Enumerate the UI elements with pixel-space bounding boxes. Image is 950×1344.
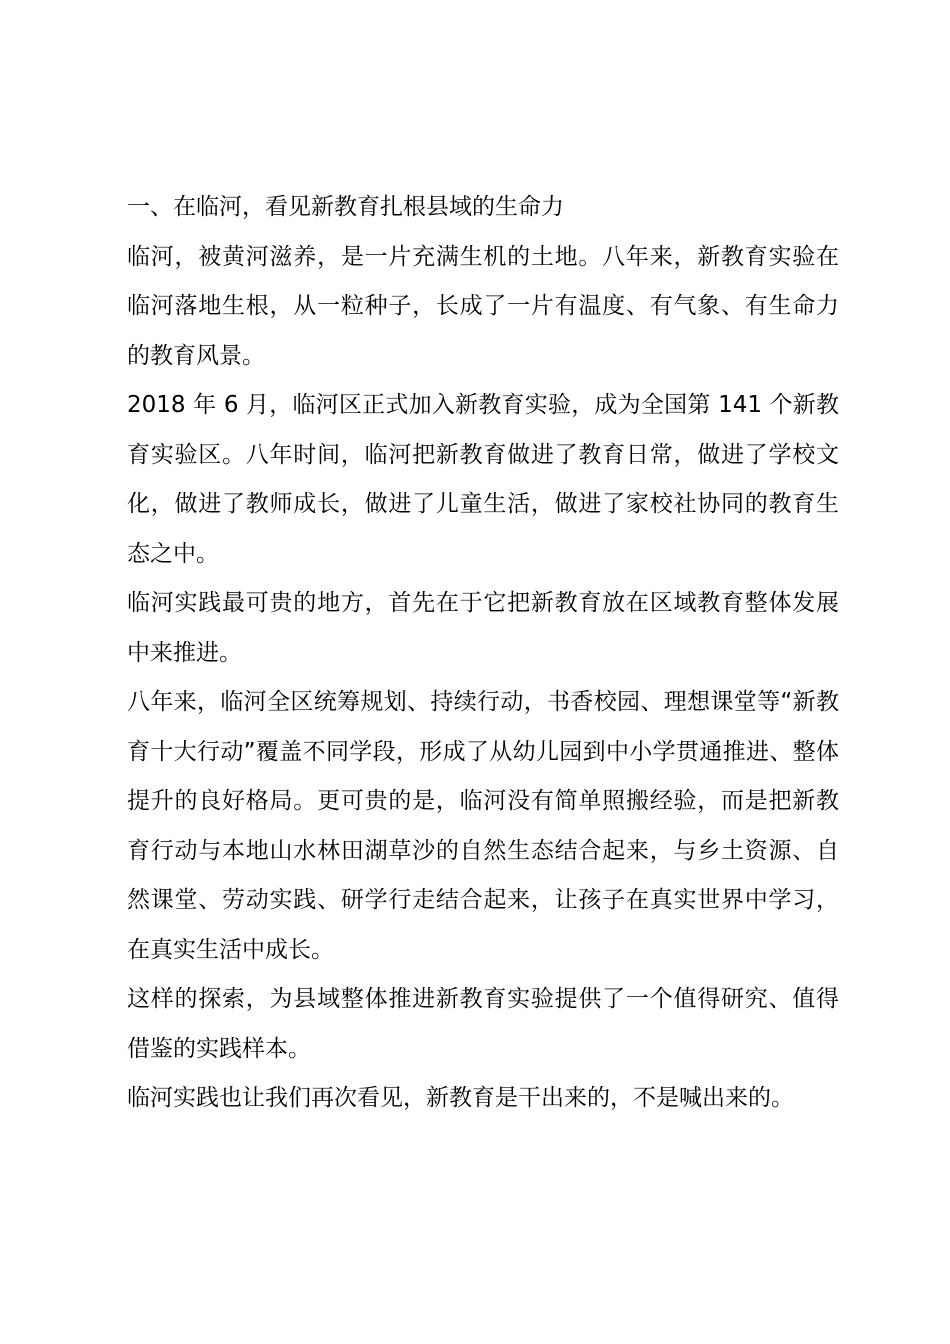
document-body [127,183,839,1124]
paragraph-6: 临河实践也让我们再次看见，新教育是干出来的，不是喊出来的。 [127,1085,794,1111]
paragraph-5: 这样的探索，为县域整体推进新教育实验提供了一个值得研究、值得借鉴的实践样本。 [127,986,839,1062]
paragraph-2: 2018 年 6 月，临河区正式加入新教育实验，成为全国第 141 个新教育实验区。八年时间，临河把新教育做进了教育日常，做进了学校文化，做进了教师成长，做进了儿童生活，做进了家校社协同的教育生态之中。 [127,392,839,567]
paragraph-1: 临河，被黄河滋养，是一片充满生机的土地。八年来，新教育实验在临河落地生根，从一粒种子，长成了一片有温度、有气象、有生命力的教育风景。 [127,243,839,369]
paragraph-4: 八年来，临河全区统筹规划、持续行动，书香校园、理想课堂等“新教育十大行动”覆盖不同学段，形成了从幼儿园到中小学贯通推进、整体提升的良好格局。更可贵的是，临河没有简单照搬经验，而是把新教育行动与本地山水林田湖草沙的自然生态结合起来，与乡土资源、自然课堂、劳动实践、研学行走结合起来，让孩子在真实世界中学习，在真实生活中成长。 [127,689,839,963]
section-heading: 一、在临河，看见新教育扎根县域的生命力 [127,194,564,220]
paragraph-3: 临河实践最可贵的地方，首先在于它把新教育放在区域教育整体发展中来推进。 [127,590,839,666]
